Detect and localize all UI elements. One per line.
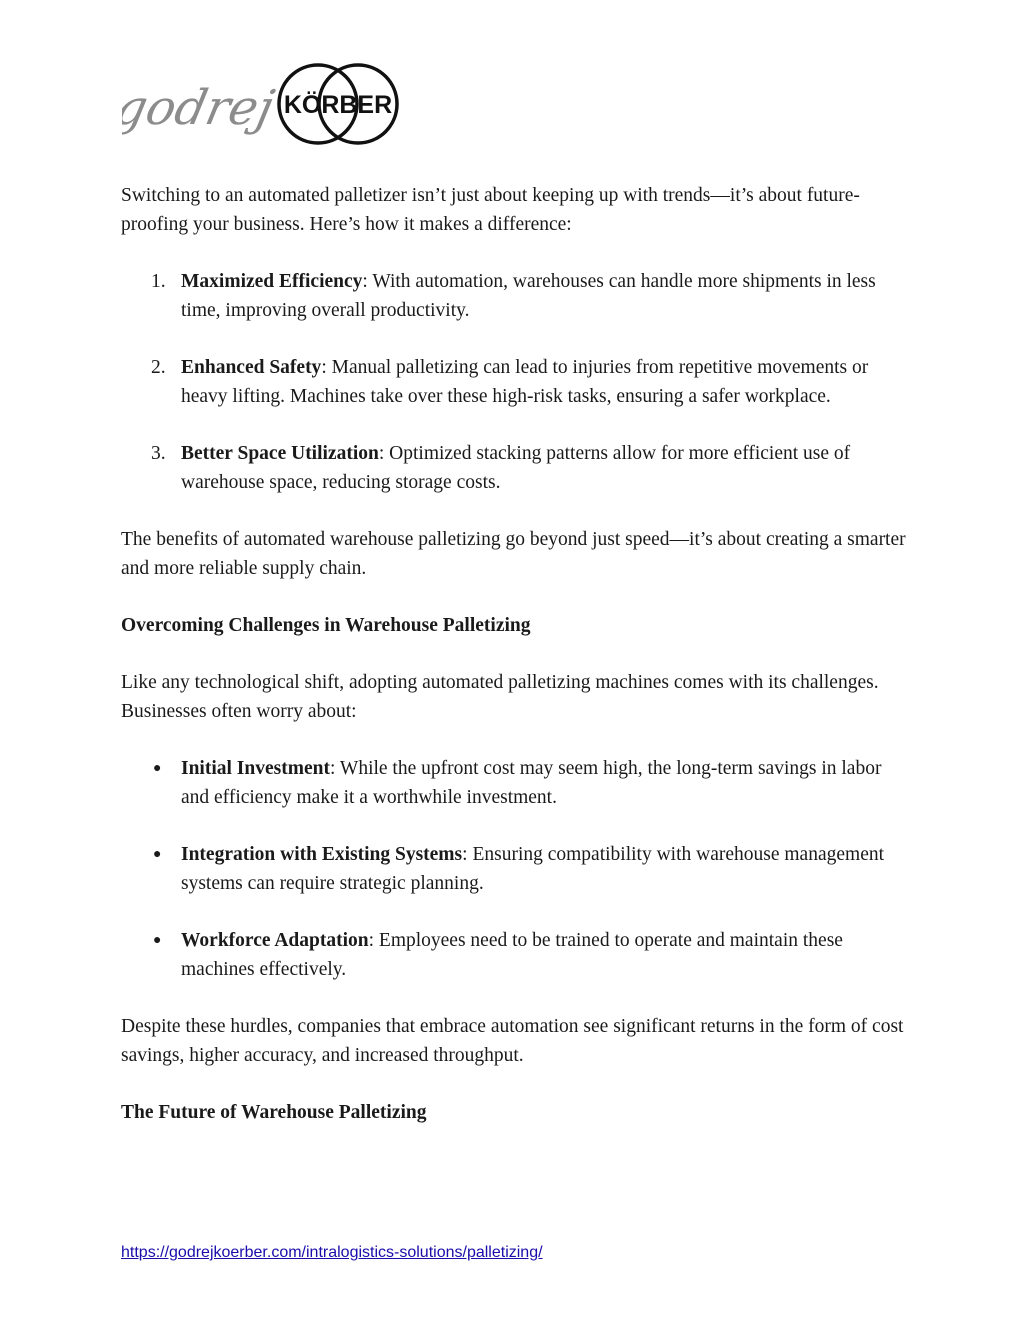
benefit-title: Enhanced Safety xyxy=(181,357,322,378)
logo-graphic xyxy=(122,62,402,148)
benefit-title: Maximized Efficiency xyxy=(181,271,363,292)
document-body xyxy=(121,181,911,1155)
benefits-list xyxy=(121,267,911,497)
list-item xyxy=(121,439,911,497)
godrej-wordmark: godrej xyxy=(122,80,279,136)
list-item xyxy=(121,926,911,984)
list-number: 3. xyxy=(151,443,166,464)
challenge-title: Integration with Existing Systems xyxy=(181,844,463,865)
benefits-summary-paragraph: The benefits of automated warehouse palletizing go beyond just speed—it’s about creating a smarter and more reliable supply chain. xyxy=(121,529,906,579)
benefit-text: : With automation, warehouses can handle more shipments in less time, improving overall productivity. xyxy=(181,271,876,321)
challenges-summary-paragraph: Despite these hurdles, companies that embrace automation see significant returns in the form of cost savings, higher accuracy, and increased throughput. xyxy=(121,1016,904,1066)
challenges-heading: Overcoming Challenges in Warehouse Palletizing xyxy=(121,615,531,636)
bullet-icon: ● xyxy=(153,933,162,948)
challenges-intro-paragraph: Like any technological shift, adopting automated palletizing machines comes with its challenges. Businesses often worry about: xyxy=(121,672,879,722)
benefit-title: Better Space Utilization xyxy=(181,443,379,464)
list-number: 2. xyxy=(151,357,166,378)
list-number: 1. xyxy=(151,271,166,292)
challenge-text: : While the upfront cost may seem high, the long-term savings in labor and efficiency make it a worthwhile investment. xyxy=(181,758,882,808)
challenge-title: Initial Investment xyxy=(181,758,330,779)
benefit-text: : Optimized stacking patterns allow for more efficient use of warehouse space, reducing storage costs. xyxy=(181,443,851,493)
future-heading: The Future of Warehouse Palletizing xyxy=(121,1102,427,1123)
challenges-list xyxy=(121,754,911,984)
list-item xyxy=(121,267,911,325)
korber-wordmark: KÖRBER xyxy=(283,91,393,119)
challenge-text: : Employees need to be trained to operate and maintain these machines effectively. xyxy=(181,930,843,980)
challenge-title: Workforce Adaptation xyxy=(181,930,369,951)
bullet-icon: ● xyxy=(153,847,162,862)
list-item xyxy=(121,840,911,898)
list-item xyxy=(121,353,911,411)
footer-link[interactable]: https://godrejkoerber.com/intralogistics-solutions/palletizing/ xyxy=(121,1244,543,1261)
intro-paragraph: Switching to an automated palletizer isn’t just about keeping up with trends—it’s about future-proofing your business. Here’s how it makes a difference: xyxy=(121,185,860,235)
godrej-korber-logo xyxy=(122,62,402,148)
benefit-text: : Manual palletizing can lead to injuries from repetitive movements or heavy lifting. Machines take over these high-risk tasks, ensuring a safer workplace. xyxy=(181,357,869,407)
list-item xyxy=(121,754,911,812)
challenge-text: : Ensuring compatibility with warehouse management systems can require strategic planning. xyxy=(181,844,885,894)
bullet-icon: ● xyxy=(153,761,162,776)
